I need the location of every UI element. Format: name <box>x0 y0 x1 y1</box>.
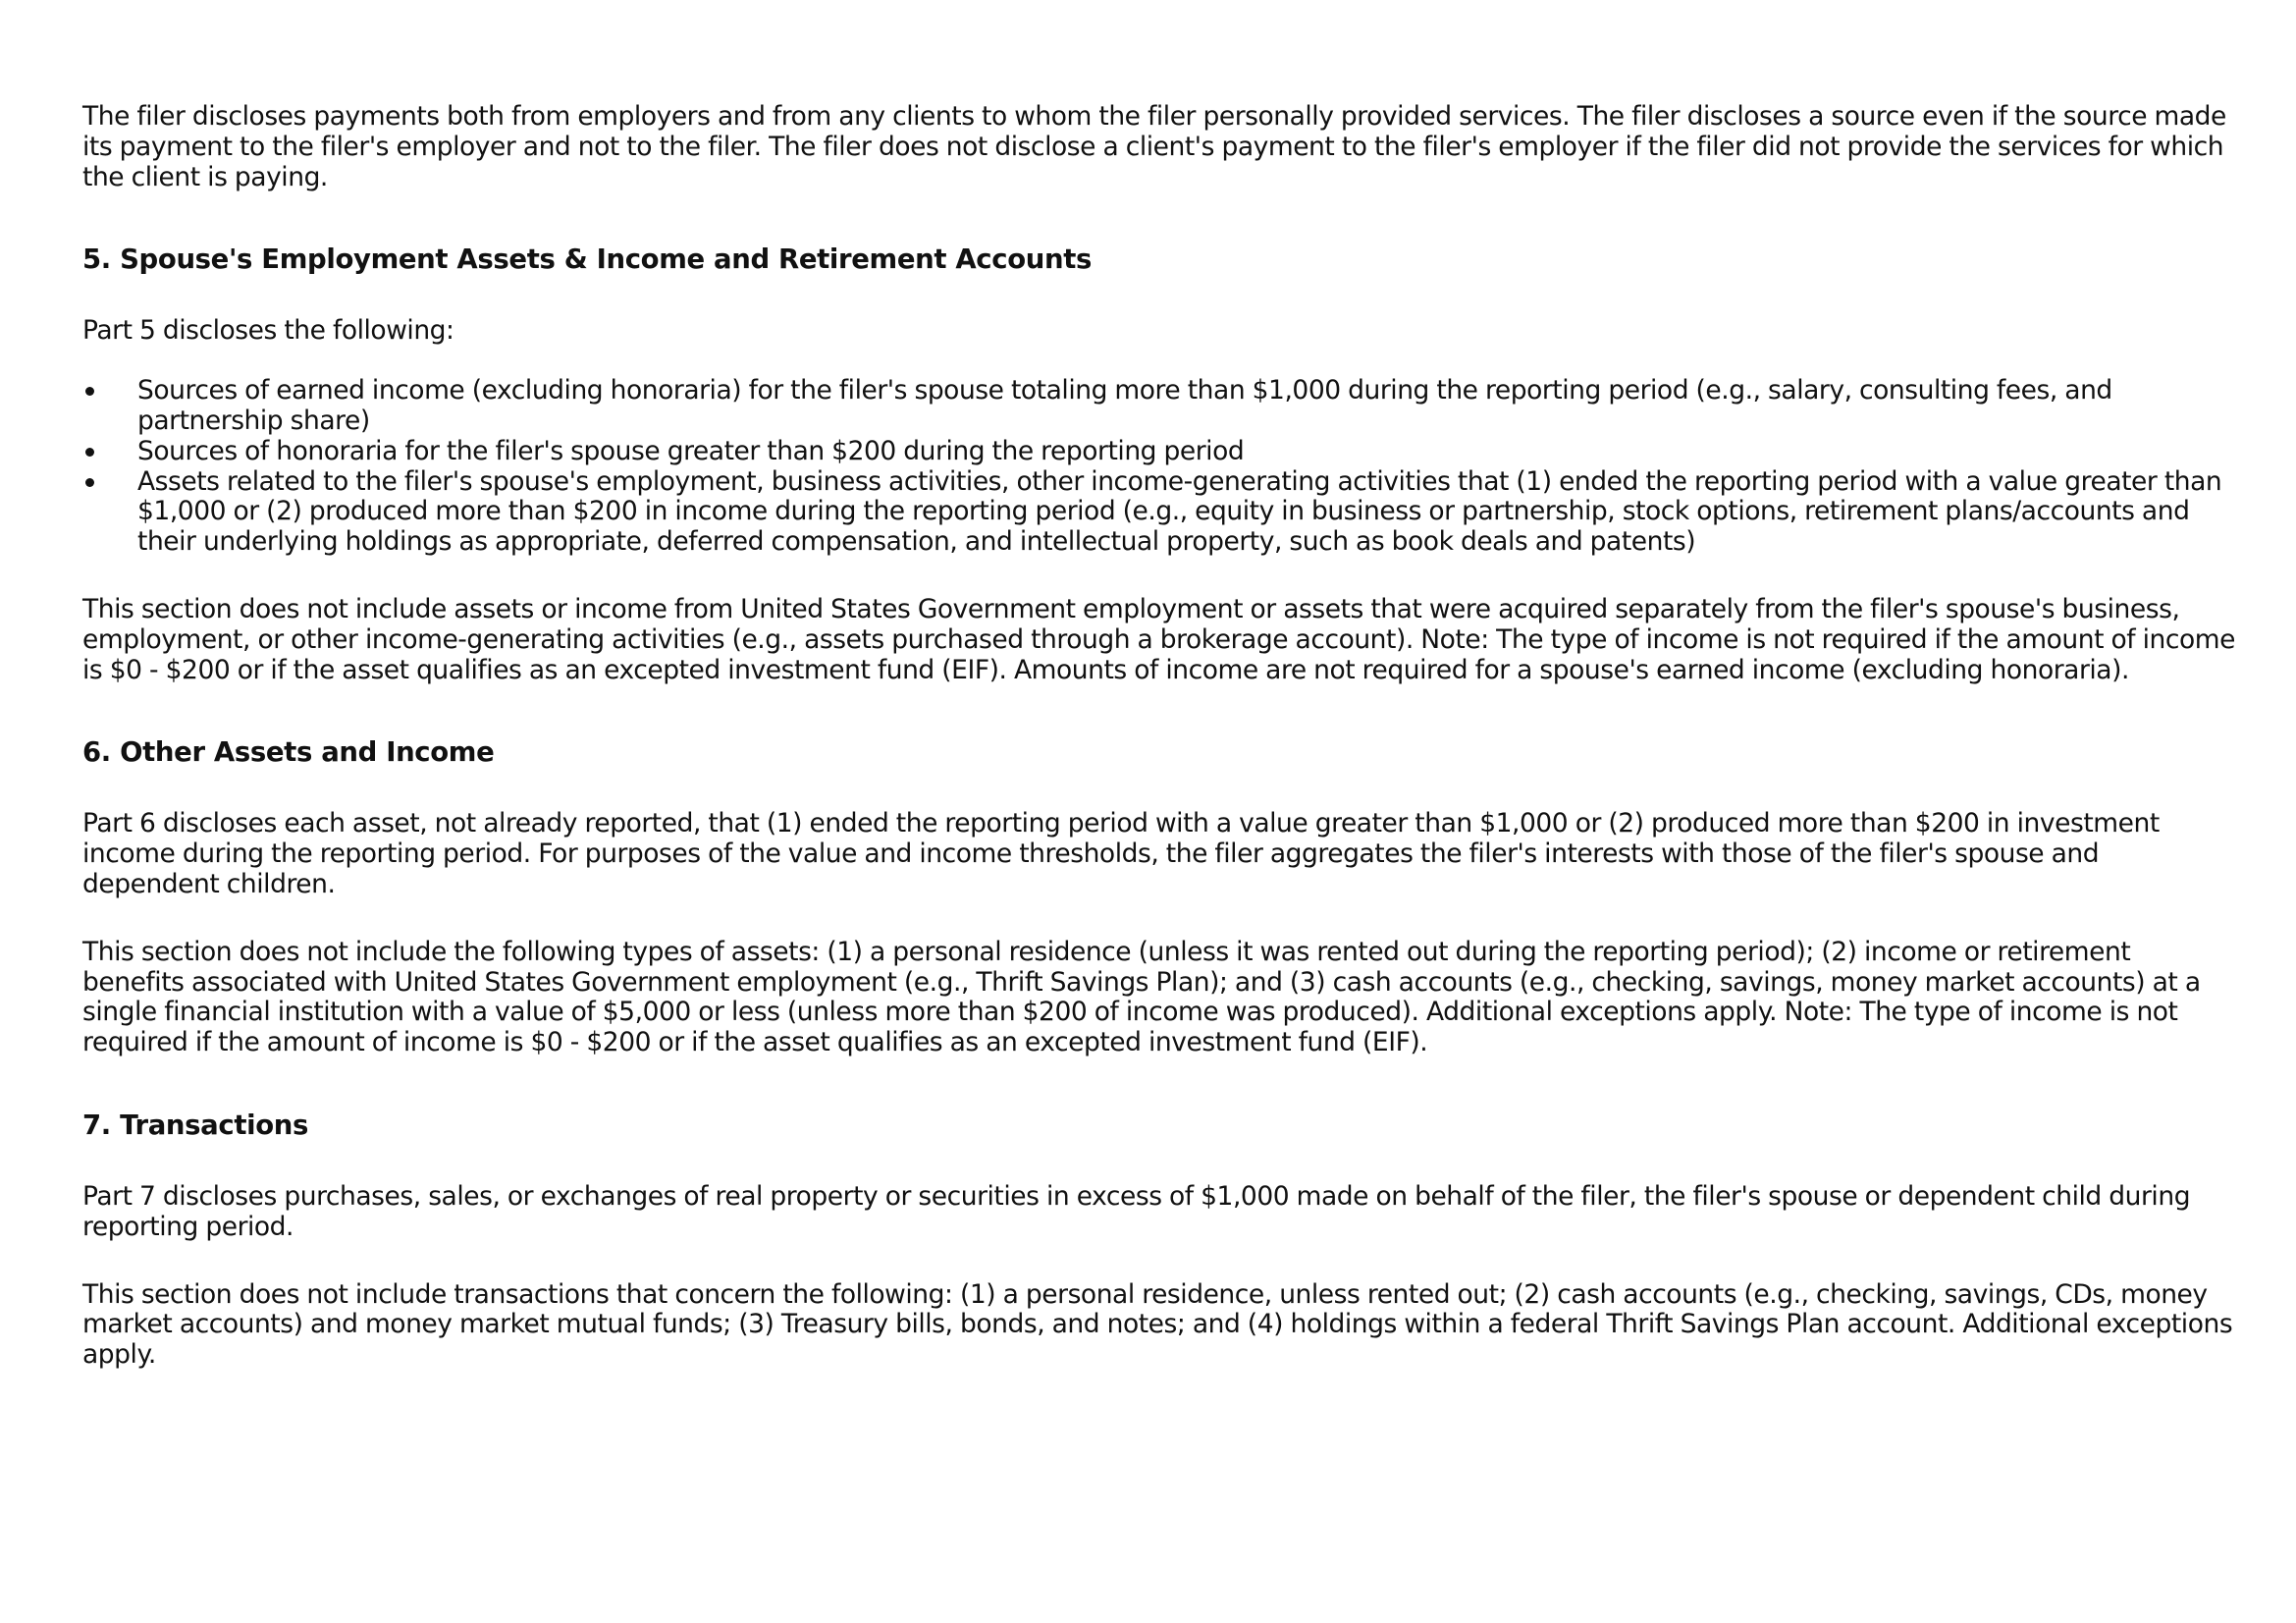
list-item <box>82 376 2238 437</box>
bullet-icon <box>85 448 94 457</box>
section-7-paragraph-1: Part 7 discloses purchases, sales, or exchanges of real property or securities in excess of $1,000 made on behalf of the filer, the filer's spouse or dependent child during reporting period. <box>82 1180 2191 1242</box>
section-5-note: This section does not include assets or income from United States Government employment or assets that were acquired separately from the filer's spouse's business, employment, or other income-generating activities (e.g., assets purchased through a brokerage account). Note: The type of income is not required if the amount of income is $0 - $200 or if the asset qualifies as an excepted investment fund (EIF). Amounts of income are not required for a spouse's earned income (excluding honoraria). <box>82 593 2235 685</box>
section-5-intro: Part 5 discloses the following: <box>82 315 454 347</box>
section-5-heading: 5. Spouse's Employment Assets & Income and Retirement Accounts <box>82 243 1093 276</box>
list-item <box>82 437 2238 467</box>
section-5-bullet-list <box>82 376 2238 558</box>
section-6-heading: 6. Other Assets and Income <box>82 736 495 769</box>
section-6-paragraph-1: Part 6 discloses each asset, not already reported, that (1) ended the reporting period with a value greater than $1,000 or (2) produced more than $200 in investment income during the reporting period. For purposes of the value and income thresholds, the filer aggregates the filer's interests with those of the filer's spouse and dependent children. <box>82 808 2160 899</box>
section-6-paragraph-2: This section does not include the following types of assets: (1) a personal residence (unless it was rented out during the reporting period); (2) income or retirement benefits associated with United States Government employment (e.g., Thrift Savings Plan); and (3) cash accounts (e.g., checking, savings, money market accounts) at a single financial institution with a value of $5,000 or less (unless more than $200 of income was produced). Additional exceptions apply. Note: The type of income is not required if the amount of income is $0 - $200 or if the asset qualifies as an excepted investment fund (EIF). <box>82 936 2201 1058</box>
bullet-text: Assets related to the filer's spouse's employment, business activities, other income-generating activities that (1) ended the reporting period with a value greater than $1,000 or (2) produced more than $200 in income during the reporting period (e.g., equity in business or partnership, stock options, retirement plans/accounts and their underlying holdings as appropriate, deferred compensation, and intellectual property, such as book deals and patents) <box>137 465 2222 558</box>
bullet-text: Sources of earned income (excluding honoraria) for the filer's spouse totaling more than $1,000 during the reporting period (e.g., salary, consulting fees, and partnership share) <box>137 375 2112 436</box>
section-7-heading: 7. Transactions <box>82 1109 308 1141</box>
intro-paragraph: The filer discloses payments both from employers and from any clients to whom the filer personally provided services. The filer discloses a source even if the source made its payment to the filer's employer and not to the filer. The filer does not disclose a client's payment to the filer's employer if the filer did not provide the services for which the client is paying. <box>82 101 2226 192</box>
list-item <box>82 467 2238 558</box>
document-page <box>82 102 2238 1371</box>
bullet-icon <box>85 478 94 487</box>
bullet-text: Sources of honoraria for the filer's spouse greater than $200 during the reporting period <box>137 435 1245 466</box>
bullet-icon <box>85 387 94 396</box>
section-7-paragraph-2: This section does not include transactions that concern the following: (1) a personal residence, unless rented out; (2) cash accounts (e.g., checking, savings, CDs, money market accounts) and money market mutual funds; (3) Treasury bills, bonds, and notes; and (4) holdings within a federal Thrift Savings Plan account. Additional exceptions apply. <box>82 1278 2233 1371</box>
